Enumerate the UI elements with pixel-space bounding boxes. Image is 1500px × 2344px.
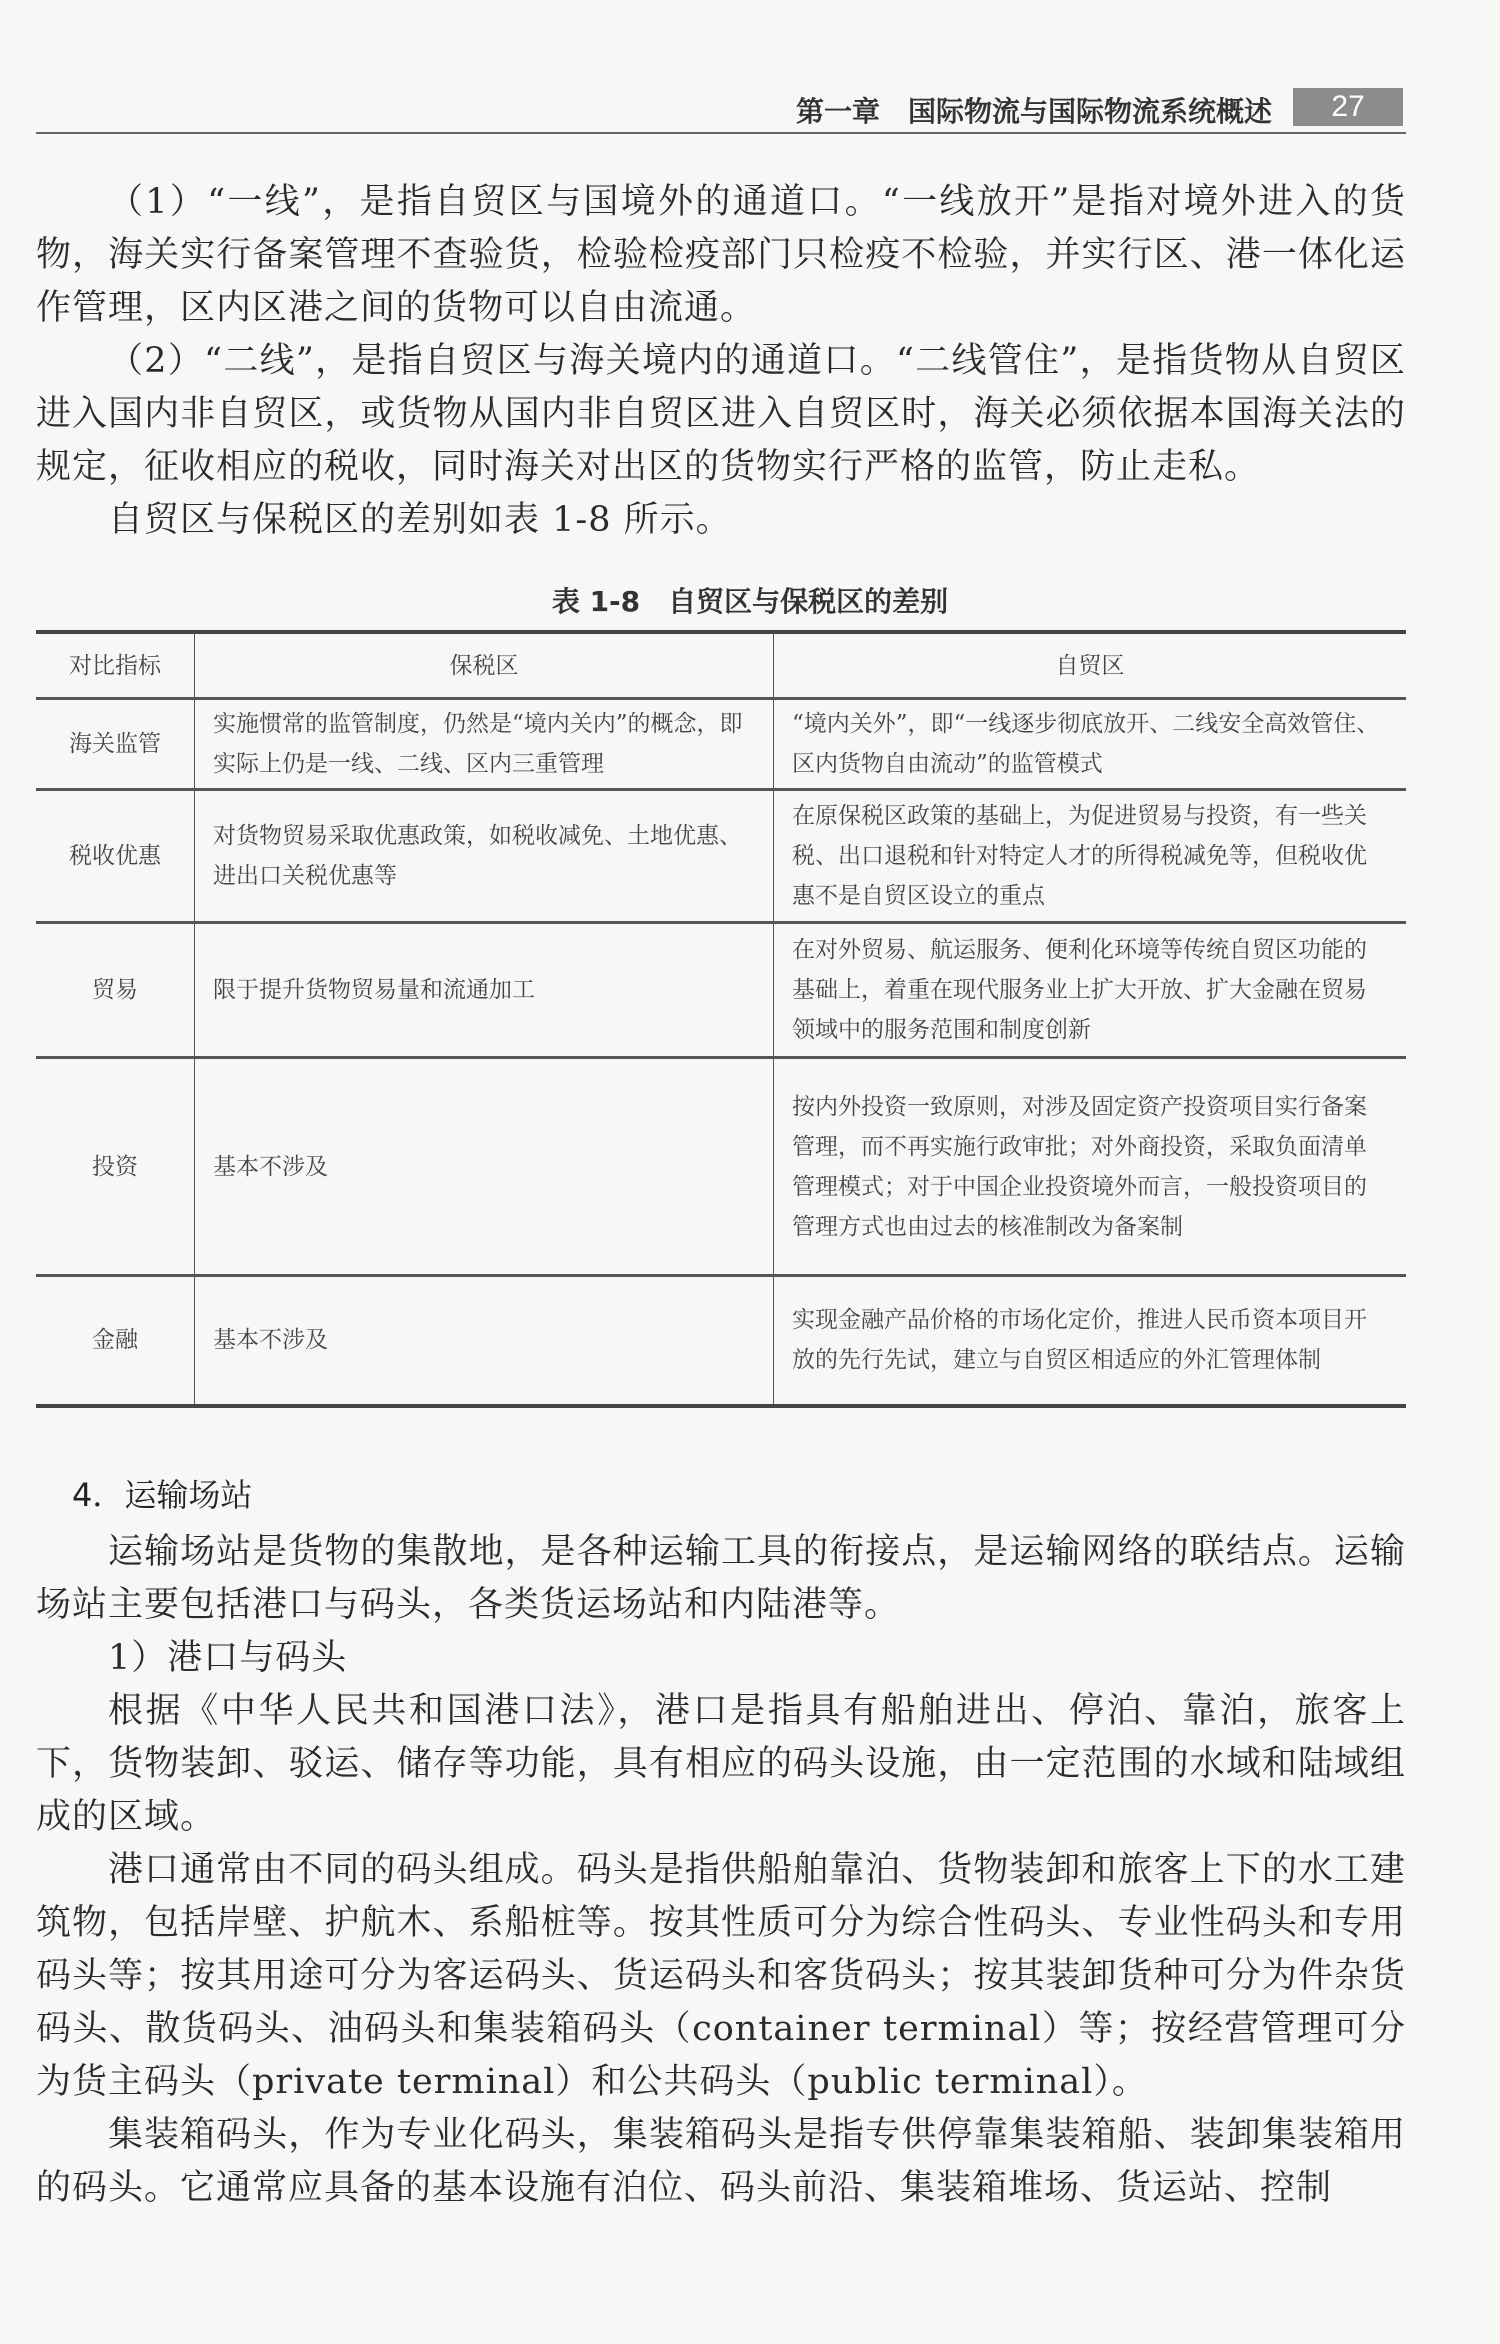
section-text (36, 1526, 1406, 2215)
table-row (36, 923, 1406, 1058)
bonded-zone-cell: 基本不涉及 (195, 1276, 774, 1406)
column-header: 保税区 (195, 632, 774, 699)
paragraph: 港口通常由不同的码头组成。码头是指供船舶靠泊、货物装卸和旅客上下的水工建筑物，包括岸壁、护航木、系船桩等。按其性质可分为综合性码头、专业性码头和专用码头等；按其用途可分为客运码头、货运码头和客货码头；按其装卸货种可分为件杂货码头、散货码头、油码头和集装箱码头（container terminal）等；按经营管理可分为货主码头（private terminal）和公共码头（public terminal）。 (36, 1850, 1406, 2102)
paragraph: （1）“一线”，是指自贸区与国境外的通道口。“一线放开”是指对境外进入的货物，海关实行备案管理不查验货，检验检疫部门只检疫不检验，并实行区、港一体化运作管理，区内区港之间的货物可以自由流通。 (36, 182, 1406, 328)
free-trade-zone-cell: 按内外投资一致原则，对涉及固定资产投资项目实行备案管理，而不再实施行政审批；对外商投资，采取负面清单管理模式；对于中国企业投资境外而言，一般投资项目的管理方式也由过去的核准制改为备案制 (774, 1058, 1407, 1276)
paragraph: （2）“二线”，是指自贸区与海关境内的通道口。“二线管住”，是指货物从自贸区进入国内非自贸区，或货物从国内非自贸区进入自贸区时，海关必须依据本国海关法的规定，征收相应的税收，同时海关对出区的货物实行严格的监管，防止走私。 (36, 341, 1406, 487)
free-trade-zone-cell: 在对外贸易、航运服务、便利化环境等传统自贸区功能的基础上，着重在现代服务业上扩大开放、扩大金融在贸易领域中的服务范围和制度创新 (774, 923, 1407, 1058)
intro-text (36, 176, 1406, 547)
row-label: 投资 (36, 1058, 195, 1276)
column-header: 自贸区 (774, 632, 1407, 699)
row-label: 贸易 (36, 923, 195, 1058)
paragraph: 根据《中华人民共和国港口法》，港口是指具有船舶进出、停泊、靠泊，旅客上下，货物装卸、驳运、储存等功能，具有相应的码头设施，由一定范围的水域和陆域组成的区域。 (36, 1691, 1406, 1837)
section-heading: 4．运输场站 (72, 1476, 253, 1514)
header-rule (36, 132, 1406, 134)
page-number: 27 (1293, 88, 1403, 126)
table-caption: 表 1-8 自贸区与保税区的差别 (551, 585, 949, 618)
row-label: 税收优惠 (36, 790, 195, 923)
paragraph: 自贸区与保税区的差别如表 1-8 所示。 (108, 500, 732, 540)
column-header: 对比指标 (36, 632, 195, 699)
paragraph: 集装箱码头，作为专业化码头，集装箱码头是指专供停靠集装箱船、装卸集装箱用的码头。它通常应具备的基本设施有泊位、码头前沿、集装箱堆场、货运站、控制 (36, 2115, 1406, 2208)
bonded-zone-cell: 实施惯常的监管制度，仍然是“境内关内”的概念，即实际上仍是一线、二线、区内三重管理 (195, 699, 774, 790)
table-row (36, 790, 1406, 923)
bonded-zone-cell: 对货物贸易采取优惠政策，如税收减免、土地优惠、进出口关税优惠等 (195, 790, 774, 923)
table-header-row (36, 632, 1406, 699)
free-trade-zone-cell: “境内关外”，即“一线逐步彻底放开、二线安全高效管住、区内货物自由流动”的监管模式 (774, 699, 1407, 790)
row-label: 海关监管 (36, 699, 195, 790)
table-row (36, 699, 1406, 790)
subheading: 1）港口与码头 (108, 1638, 348, 1678)
free-trade-zone-cell: 在原保税区政策的基础上，为促进贸易与投资，有一些关税、出口退税和针对特定人才的所得税减免等，但税收优惠不是自贸区设立的重点 (774, 790, 1407, 923)
row-label: 金融 (36, 1276, 195, 1406)
paragraph: 运输场站是货物的集散地，是各种运输工具的衔接点，是运输网络的联结点。运输场站主要包括港口与码头，各类货运场站和内陆港等。 (36, 1532, 1406, 1625)
comparison-table (36, 630, 1406, 1408)
table-row (36, 1276, 1406, 1406)
bonded-zone-cell: 限于提升货物贸易量和流通加工 (195, 923, 774, 1058)
free-trade-zone-cell: 实现金融产品价格的市场化定价，推进人民币资本项目开放的先行先试，建立与自贸区相适应的外汇管理体制 (774, 1276, 1407, 1406)
bonded-zone-cell: 基本不涉及 (195, 1058, 774, 1276)
running-header (0, 88, 1500, 134)
chapter-title: 第一章 国际物流与国际物流系统概述 (795, 95, 1272, 128)
table-row (36, 1058, 1406, 1276)
